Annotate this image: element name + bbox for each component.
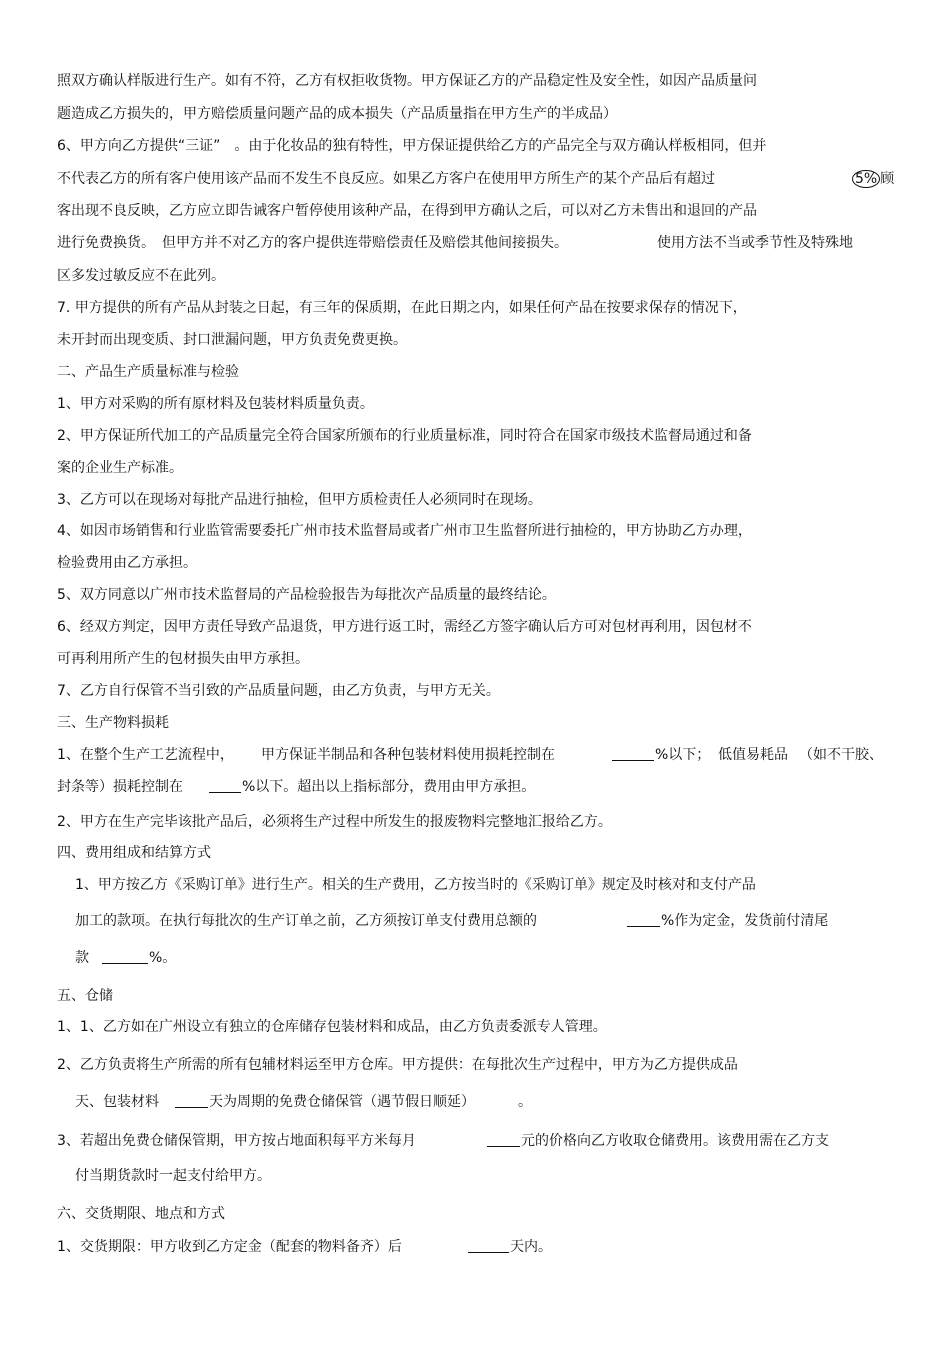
paragraph-line: 1、交货期限：甲方收到乙方定金（配套的物料备齐）后 xyxy=(57,1239,402,1255)
paragraph-line: 2、甲方保证所代加工的产品质量完全符合国家所颁布的行业质量标准，同时符合在国家市级技术监督局通过和备 xyxy=(57,428,752,444)
paragraph-line: 1、1、乙方如在广州设立有独立的仓库储存包装材料和成品，由乙方负责委派专人管理。 xyxy=(57,1019,607,1035)
paragraph-line: 1、甲方对采购的所有原材料及包装材料质量负责。 xyxy=(57,396,374,412)
paragraph-line: 1、甲方按乙方《采购订单》进行生产。相关的生产费用，乙方按当时的《采购订单》规定及时核对和支付产品 xyxy=(75,877,756,893)
paragraph-line: 天为周期的免费仓储保管（遇节假日顺延） xyxy=(209,1094,475,1110)
paragraph-line: 天、包装材料 xyxy=(75,1094,159,1110)
paragraph-line: 不代表乙方的所有客户使用该产品而不发生不良反应。如果乙方客户在使用甲方所生产的某个产品后有超过 xyxy=(57,171,715,187)
paragraph-line: 3、若超出免费仓储保管期，甲方按占地面积每平方米每月 xyxy=(57,1133,416,1149)
paragraph-line: %。 xyxy=(149,950,177,966)
paragraph-line: 款 xyxy=(75,950,89,966)
clause-6-line: 6、甲方向乙方提供“三证” 。由于化妆品的独有特性，甲方保证提供给乙方的产品完全与双方确认样板相同，但并 xyxy=(57,138,767,154)
paragraph-line: 3、乙方可以在现场对每批产品进行抽检，但甲方质检责任人必须同时在现场。 xyxy=(57,492,542,508)
paragraph-line: %以下。超出以上指标部分，费用由甲方承担。 xyxy=(242,779,536,795)
paragraph-line xyxy=(852,170,894,188)
paragraph-line: 照双方确认样版进行生产。如有不符，乙方有权拒收货物。甲方保证乙方的产品稳定性及安全性，如因产品质量问 xyxy=(57,73,757,89)
paragraph-line: 4、如因市场销售和行业监管需要委托广州市技术监督局或者广州市卫生监督所进行抽检的，甲方协助乙方办理， xyxy=(57,523,752,539)
paragraph-line: 。 xyxy=(518,1094,532,1110)
paragraph-line: 天内。 xyxy=(510,1239,552,1255)
paragraph-line: 题造成乙方损失的，甲方赔偿质量问题产品的成本损失（产品质量指在甲方生产的半成品） xyxy=(57,106,617,122)
blank-field[interactable] xyxy=(468,1238,509,1256)
paragraph-line: 6、经双方判定，因甲方责任导致产品退货，甲方进行返工时，需经乙方签字确认后方可对包材再利用，因包材不 xyxy=(57,619,752,635)
paragraph-line: 2、乙方负责将生产所需的所有包辅材料运至甲方仓库。甲方提供：在每批次生产过程中，甲方为乙方提供成品 xyxy=(57,1057,738,1073)
section-heading: 三、生产物料损耗 xyxy=(57,715,169,731)
paragraph-line: 2、甲方在生产完毕该批产品后，必须将生产过程中所发生的报废物料完整地汇报给乙方。 xyxy=(57,814,612,830)
paragraph-line: 客出现不良反映，乙方应立即告诫客户暂停使用该种产品，在得到甲方确认之后，可以对乙方未售出和退回的产品 xyxy=(57,203,757,219)
paragraph-line: 案的企业生产标准。 xyxy=(57,460,183,476)
paragraph-line: 使用方法不当或季节性及特殊地 xyxy=(657,235,853,251)
paragraph-line: 付当期货款时一起支付给甲方。 xyxy=(75,1168,271,1184)
section-heading: 五、仓储 xyxy=(57,988,113,1004)
blank-field[interactable] xyxy=(209,778,241,796)
paragraph-line: 封条等）损耗控制在 xyxy=(57,779,183,795)
paragraph-line: 加工的款项。在执行每批次的生产订单之前，乙方须按订单支付费用总额的 xyxy=(75,913,537,929)
paragraph-line: 检验费用由乙方承担。 xyxy=(57,555,197,571)
paragraph-line: 进行免费换货。 但甲方并不对乙方的客户提供连带赔偿责任及赔偿其他间接损失。 xyxy=(57,235,568,251)
blank-field[interactable] xyxy=(102,949,148,967)
paragraph-line: %作为定金，发货前付清尾 xyxy=(661,913,829,929)
blank-field[interactable] xyxy=(175,1093,208,1111)
blank-field[interactable] xyxy=(612,746,654,764)
clause-7-line: 7. 甲方提供的所有产品从封装之日起，有三年的保质期，在此日期之内，如果任何产品在按要求保存的情况下， xyxy=(57,300,747,316)
paragraph-line: 可再利用所产生的包材损失由甲方承担。 xyxy=(57,651,309,667)
paragraph-line: %以下； xyxy=(655,747,711,763)
paragraph-line: 低值易耗品 xyxy=(718,747,788,763)
section-heading: 二、产品生产质量标准与检验 xyxy=(57,364,239,380)
paragraph-line: 未开封而出现变质、封口泄漏问题，甲方负责免费更换。 xyxy=(57,332,407,348)
paragraph-line: 甲方保证半制品和各种包装材料使用损耗控制在 xyxy=(261,747,555,763)
paragraph-line: 区多发过敏反应不在此列。 xyxy=(57,268,225,284)
circled-percent: 5% xyxy=(852,170,880,188)
blank-field[interactable] xyxy=(627,912,660,930)
paragraph-line: 1、在整个生产工艺流程中， xyxy=(57,747,234,763)
text-fragment: 顾 xyxy=(880,171,895,187)
paragraph-line: 元的价格向乙方收取仓储费用。该费用需在乙方支 xyxy=(521,1133,829,1149)
paragraph-line: （如不干胶、 xyxy=(799,747,883,763)
paragraph-line: 7、乙方自行保管不当引致的产品质量问题，由乙方负责，与甲方无关。 xyxy=(57,683,500,699)
section-heading: 四、费用组成和结算方式 xyxy=(57,845,211,861)
blank-field[interactable] xyxy=(487,1132,520,1150)
section-heading: 六、交货期限、地点和方式 xyxy=(57,1206,225,1222)
paragraph-line: 5、双方同意以广州市技术监督局的产品检验报告为每批次产品质量的最终结论。 xyxy=(57,587,556,603)
